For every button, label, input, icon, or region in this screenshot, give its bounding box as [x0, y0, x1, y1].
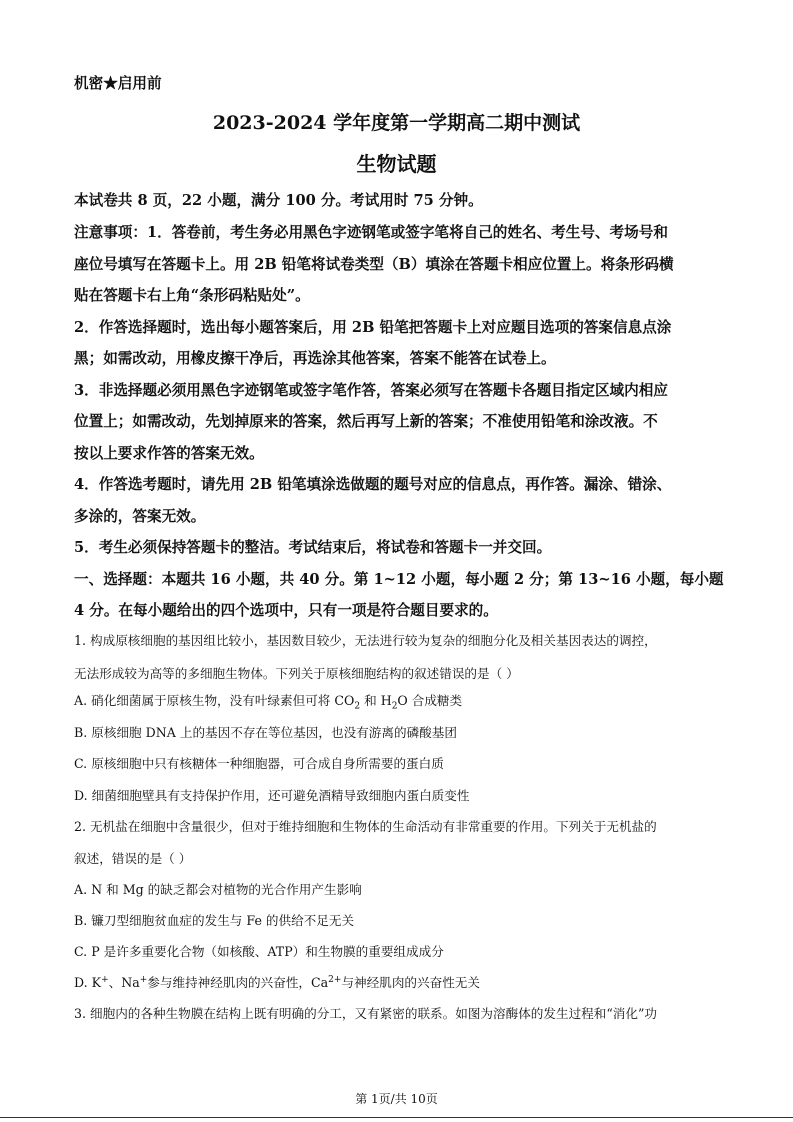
option-b: B. 镰刀型细胞贫血症的发生与 Fe 的供给不足无关 [74, 913, 355, 928]
note-line: 多涂的，答案无效。 [74, 508, 206, 525]
note-line: 3．非选择题必须用黑色字迹钢笔或签字笔作答，答案必须写在答题卡各题目指定区域内相应 [74, 382, 668, 399]
option-b: B. 原核细胞 DNA 上的基因不存在等位基因，也没有游离的磷酸基团 [74, 725, 457, 740]
note-line: 按以上要求作答的答案无效。 [74, 445, 264, 462]
page-footer: 第 1页/共 10页 [355, 1092, 438, 1106]
note-line: 5．考生必须保持答题卡的整洁。考试结束后，将试卷和答题卡一并交回。 [74, 539, 552, 556]
note-line: 贴在答题卡右上角“条形码粘贴处”。 [74, 287, 310, 304]
section-line: 4 分。在每小题给出的四个选项中，只有一项是符合题目要求的。 [74, 602, 498, 619]
question-stem: 3. 细胞内的各种生物膜在结构上既有明确的分工，又有紧密的联系。如图为溶酶体的发生过程和“消化”功 [74, 1006, 658, 1021]
section-line: 一、选择题：本题共 16 小题，共 40 分。第 1~12 小题，每小题 2 分；第 13~16 小题，每小题 [74, 571, 724, 588]
option-c: C. 原核细胞中只有核糖体一种细胞器，可合成自身所需要的蛋白质 [74, 756, 444, 771]
option-a: A. 硝化细菌属于原核生物，没有叶绿素但可将 $CO_2$ 和 $H_2O$ 合成糖类 [74, 693, 463, 712]
note-line: 2．作答选择题时，选出每小题答案后，用 2B 铅笔把答题卡上对应题目选项的答案信息点涂 [74, 319, 672, 336]
exam-summary: 本试卷共 8 页，22 小题，满分 100 分。考试用时 75 分钟。 [74, 192, 483, 209]
exam-title: 2023-2024 学年度第一学期高二期中测试 [212, 112, 581, 134]
subject-title: 生物试题 [356, 152, 437, 176]
question-stem: 1. 构成原核细胞的基因组比较小，基因数目较少，无法进行较为复杂的细胞分化及相关基因表达的调控， [74, 633, 657, 648]
note-line: 座位号填写在答题卡上。用 2B 铅笔将试卷类型（B）填涂在答题卡相应位置上。将条形码横 [74, 256, 674, 273]
option-c: C. P 是许多重要化合物（如核酸、ATP）和生物膜的重要组成成分 [74, 944, 444, 959]
option-d: D. K+、Na+参与维持神经肌肉的兴奋性，$Ca^{2+}$与神经肌肉的兴奋性无关 [74, 974, 480, 990]
note-line: 注意事项：1．答卷前，考生务必用黑色字迹钢笔或签字笔将自己的姓名、考生号、考场号和 [74, 224, 668, 241]
option-d: D. 细菌细胞壁具有支持保护作用，还可避免酒精导致细胞内蛋白质变性 [74, 788, 470, 803]
question-stem: 叙述，错误的是（ ） [74, 851, 192, 866]
bottom-rule [0, 1117, 793, 1118]
note-line: 黑；如需改动，用橡皮擦干净后，再选涂其他答案，答案不能答在试卷上。 [74, 350, 556, 367]
note-line: 4．作答选考题时，请先用 2B 铅笔填涂选做题的题号对应的信息点，再作答。漏涂、错涂、 [74, 476, 672, 493]
confidential-label: 机密★启用前 [74, 75, 162, 92]
question-stem: 无法形成较为高等的多细胞生物体。下列关于原核细胞结构的叙述错误的是（ ） [74, 666, 519, 681]
note-line: 位置上；如需改动，先划掉原来的答案，然后再写上新的答案；不准使用铅笔和涂改液。不 [74, 413, 658, 430]
option-a: A. N 和 Mg 的缺乏都会对植物的光合作用产生影响 [74, 882, 362, 897]
question-stem: 2. 无机盐在细胞中含量很少，但对于维持细胞和生物体的生命活动有非常重要的作用。下列关于无机盐的 [74, 819, 657, 834]
